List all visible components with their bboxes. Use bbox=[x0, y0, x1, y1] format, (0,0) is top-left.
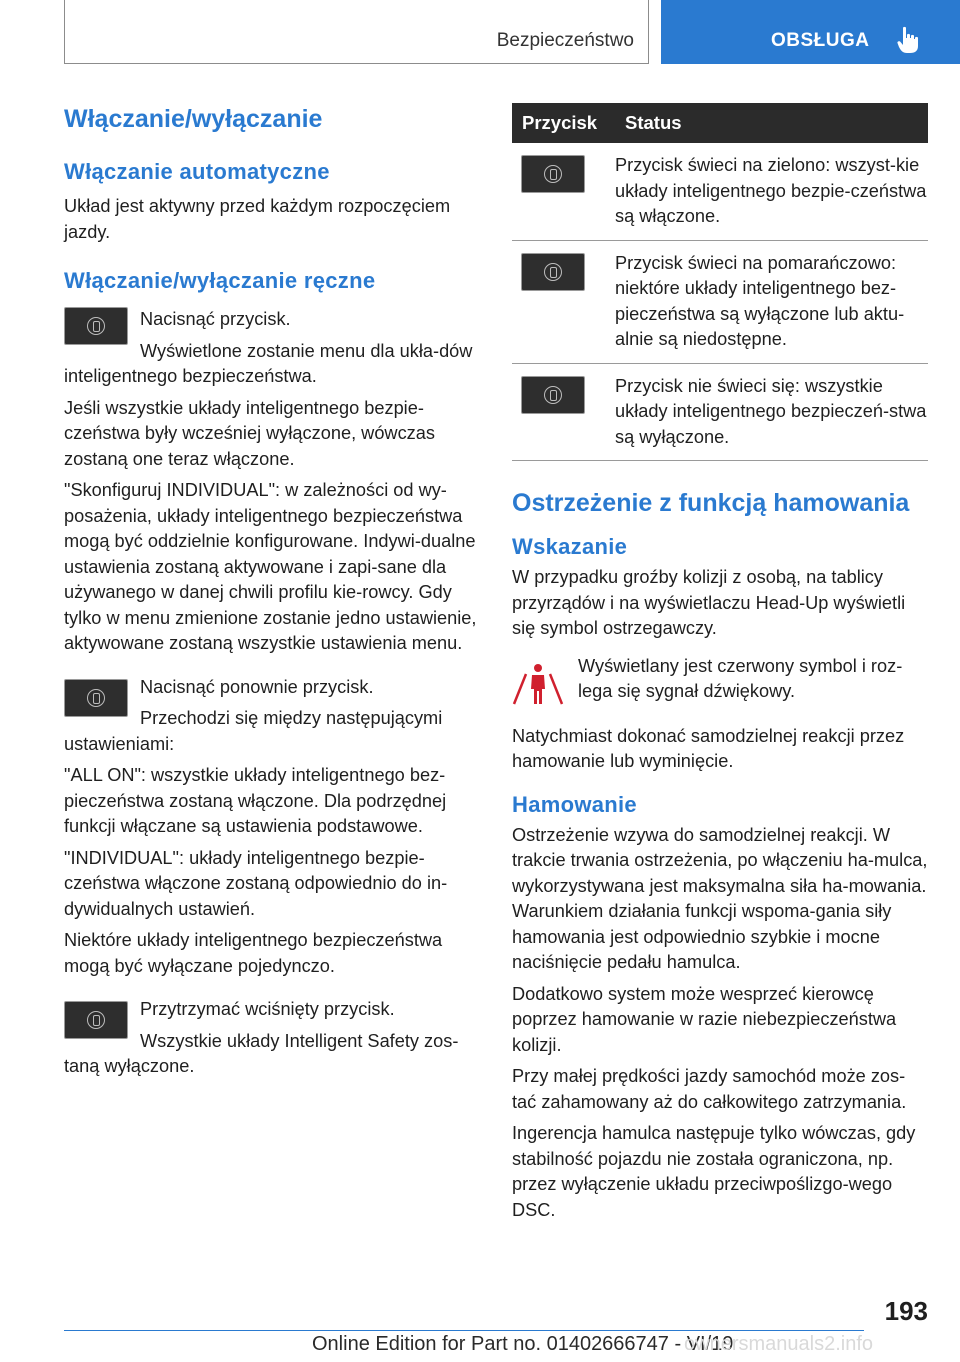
step2-action: Nacisnąć ponownie przycisk. bbox=[140, 676, 374, 697]
safety-button-icon bbox=[544, 165, 562, 183]
header-section-box bbox=[64, 0, 649, 64]
react-text: Natychmiast dokonać samodzielnej reakcji przez hamowanie lub wyminięcie. bbox=[512, 725, 905, 771]
para-all-on: "ALL ON": wszystkie układy inteligentnego bez-pieczeństwa zostaną włączone. Dla podrzędnej funkcji włączane są ustawienia podstawowe. bbox=[64, 765, 447, 836]
para-individual-2: "INDIVIDUAL": układy inteligentnego bezpie-czeństwa włączone zostaną odpowiednio do in-dywidualnych ustawień. bbox=[64, 847, 448, 919]
braking-para-1: Ostrzeżenie wzywa do samodzielnej reakcji. W trakcie trwania ostrzeżenia, po włączeniu ha-mulca, wykorzystywana jest maksymalna siła ha-mowania. Warunkiem działania funkcji wspoma-gania siły hamowania jest odpowiednio szybkie i mocne naciśnięcie pedału hamulca. bbox=[512, 824, 928, 972]
table-row bbox=[512, 143, 928, 240]
table-row bbox=[512, 240, 928, 363]
step-press-button bbox=[64, 307, 478, 390]
braking-para-2: Dodatkowo system może wesprzeć kierowcę poprzez hamowanie w razie niebezpieczeństwa kolizji. bbox=[512, 983, 897, 1055]
para-some-systems: Niektóre układy inteligentnego bezpieczeństwa mogą być wyłączane pojedynczo. bbox=[64, 930, 443, 976]
para-individual: "Skonfiguruj INDIVIDUAL": w zależności od wy-posażenia, układy inteligentnego bezpieczeństwa mogą być oddzielnie konfigurowane. Indywi-dualne ustawienia zostaną aktywowane i zapi-sane dla używanego w danej chwili profilu kie-rowcy. Gdy tylko w menu zmienione zostanie jedno ustawienie, aktywowane zostaną wszystkie ustawienia menu. bbox=[64, 480, 477, 653]
section-title: Włączanie/wyłączanie bbox=[64, 105, 323, 133]
hand-pointer-icon bbox=[897, 26, 919, 54]
footer-divider bbox=[64, 1330, 864, 1331]
header-tab-obsluga[interactable] bbox=[661, 0, 960, 64]
header-section-title: Bezpieczeństwo bbox=[496, 30, 634, 51]
safety-button-image bbox=[64, 307, 128, 345]
braking-warning-title: Ostrzeżenie z funkcją hamowania bbox=[512, 489, 910, 517]
safety-button-green-image bbox=[521, 155, 585, 193]
braking-heading: Hamowanie bbox=[512, 791, 637, 817]
braking-para-3: Przy małej prędkości jazdy samochód może zos-tać zahamowany aż do całkowitego zatrzymania. bbox=[512, 1066, 907, 1112]
safety-button-icon bbox=[544, 386, 562, 404]
footer-watermark: ownersmanuals2.info bbox=[684, 1333, 873, 1355]
braking-para-4: Ingerencja hamulca następuje tylko wówczas, gdy stabilność pojazdu nie została ograniczona, np. przez wyłączenie układu przeciwpoślizgo-wego DSC. bbox=[512, 1123, 916, 1220]
status-text: Przycisk świeci na pomarańczowo: niektóre układy inteligentnego bez-pieczeństwa są wyłączone lub aktu-alnie są niedostępne. bbox=[615, 240, 928, 363]
left-column bbox=[64, 102, 478, 1080]
safety-button-icon bbox=[87, 689, 105, 707]
manual-heading: Włączanie/wyłączanie ręczne bbox=[64, 268, 376, 293]
page-number: 193 bbox=[884, 1296, 928, 1326]
safety-button-off-image bbox=[521, 376, 585, 414]
col-header-button: Przycisk bbox=[512, 103, 615, 143]
safety-button-image bbox=[64, 1001, 128, 1039]
footer-edition: Online Edition for Part no. 01402666747 - VI/19 bbox=[312, 1333, 734, 1355]
table-header-row bbox=[512, 103, 928, 143]
safety-button-icon bbox=[87, 1011, 105, 1029]
auto-text: Układ jest aktywny przed każdym rozpoczęciem jazdy. bbox=[64, 196, 451, 242]
safety-button-image bbox=[64, 679, 128, 717]
status-table bbox=[512, 103, 928, 461]
safety-button-icon bbox=[87, 317, 105, 335]
indication-heading: Wskazanie bbox=[512, 534, 628, 559]
step3-result: Wszystkie układy Intelligent Safety zos-taną wyłączone. bbox=[64, 1030, 459, 1076]
table-row bbox=[512, 363, 928, 461]
step1-result: Wyświetlone zostanie menu dla ukła-dów inteligentnego bezpieczeństwa. bbox=[64, 340, 473, 386]
auto-heading: Włączanie automatyczne bbox=[64, 159, 330, 184]
right-column bbox=[512, 103, 928, 1223]
warning-symbol-step bbox=[512, 654, 928, 710]
safety-button-icon bbox=[544, 263, 562, 281]
col-header-status: Status bbox=[615, 103, 928, 143]
step3-action: Przytrzymać wciśnięty przycisk. bbox=[140, 999, 395, 1019]
status-text: Przycisk nie świeci się: wszystkie układy inteligentnego bezpieczeń-stwa są wyłączone. bbox=[615, 363, 928, 461]
safety-button-orange-image bbox=[521, 253, 585, 291]
step2-result: Przechodzi się między następującymi ustawieniami: bbox=[64, 708, 443, 754]
para-all-off: Jeśli wszystkie układy inteligentnego bezpie-czeństwa były wcześniej wyłączone, wówczas zostaną one teraz włączone. bbox=[64, 397, 435, 469]
step-hold-button bbox=[64, 997, 478, 1080]
pedestrian-warning-icon bbox=[512, 660, 564, 706]
warning-symbol-text: Wyświetlany jest czerwony symbol i roz-lega się sygnał dźwiękowy. bbox=[578, 655, 903, 701]
indication-text: W przypadku groźby kolizji z osobą, na tablicy przyrządów i na wyświetlaczu Head-Up wyświetli się symbol ostrzegawczy. bbox=[512, 567, 906, 638]
status-text: Przycisk świeci na zielono: wszyst-kie układy inteligentnego bezpie-czeństwa są włączone. bbox=[615, 143, 928, 240]
step-press-again bbox=[64, 675, 478, 758]
step1-action: Nacisnąć przycisk. bbox=[140, 309, 291, 329]
header-tab-label: OBSŁUGA bbox=[771, 30, 870, 51]
